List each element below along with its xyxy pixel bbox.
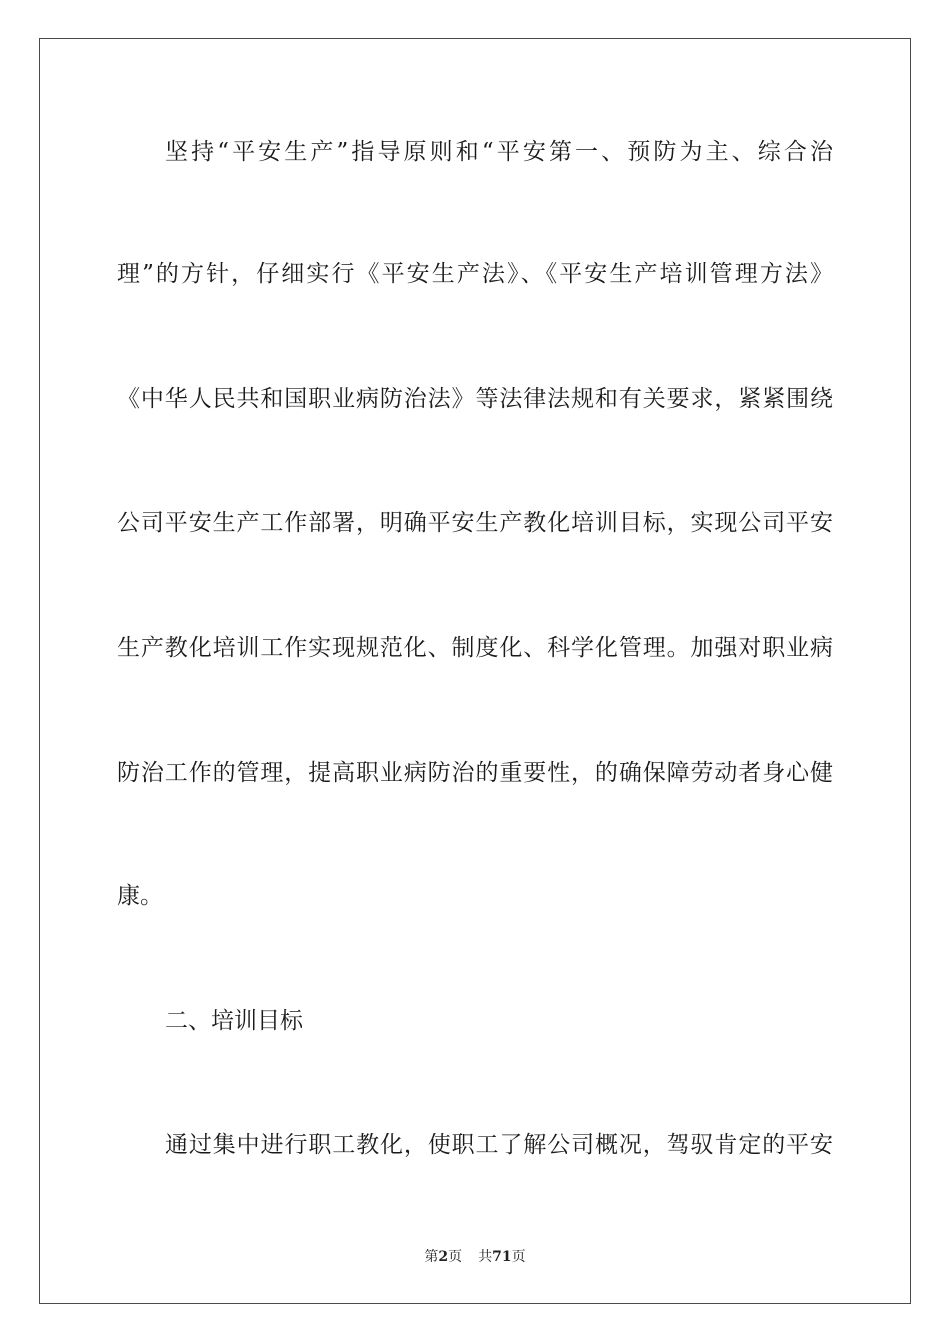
paragraph-1-line-7: 康。 bbox=[117, 883, 163, 909]
page-number: 2 bbox=[438, 1249, 449, 1265]
paragraph-1-line-3: 《中华人民共和国职业病防治法》等法律法规和有关要求，紧紧围绕 bbox=[117, 386, 833, 412]
paragraph-1-line-6: 防治工作的管理，提高职业病防治的重要性，的确保障劳动者身心健 bbox=[117, 760, 833, 786]
page-border bbox=[39, 38, 911, 1304]
total-prefix: 共 bbox=[478, 1249, 493, 1265]
section-heading: 二、培训目标 bbox=[165, 1008, 303, 1034]
paragraph-1-line-1: 坚持“平安生产”指导原则和“平安第一、预防为主、综合治 bbox=[165, 139, 833, 165]
page-suffix: 页 bbox=[448, 1249, 463, 1265]
total-pages: 71 bbox=[492, 1249, 512, 1265]
paragraph-1-line-5: 生产教化培训工作实现规范化、制度化、科学化管理。加强对职业病 bbox=[117, 635, 833, 661]
paragraph-1-line-4: 公司平安生产工作部署，明确平安生产教化培训目标，实现公司平安 bbox=[117, 510, 833, 536]
paragraph-2-line-1: 通过集中进行职工教化，使职工了解公司概况，驾驭肯定的平安 bbox=[165, 1132, 833, 1158]
page-footer bbox=[0, 1248, 950, 1266]
page-prefix: 第 bbox=[424, 1249, 439, 1265]
total-suffix: 页 bbox=[511, 1249, 526, 1265]
paragraph-1-line-2: 理”的方针，仔细实行《平安生产法》、《平安生产培训管理方法》 bbox=[117, 261, 833, 287]
